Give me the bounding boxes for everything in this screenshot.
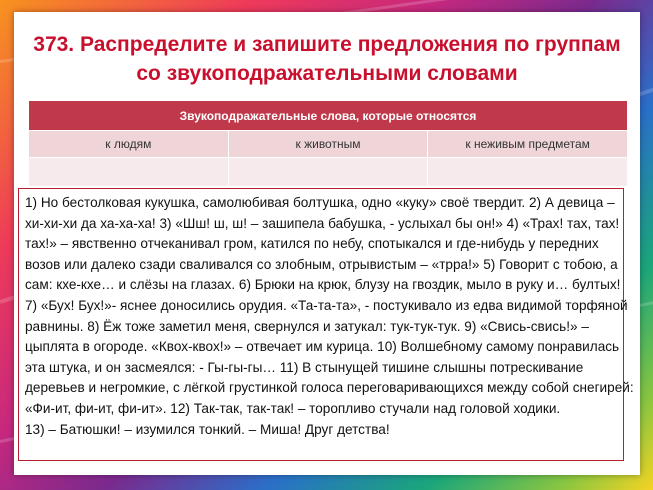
column-objects: к неживым предметам xyxy=(428,131,628,158)
grouping-table xyxy=(28,100,628,187)
text-line: 1) Но бестолковая кукушка, самолюбивая болтушка, одно «куку» своё твердит. 2) А девица – xyxy=(25,195,615,210)
text-line: хи-хи-хи да ха-ха-ха! 3) «Шш! ш, ш! – зашипела бабушка, - услыхал бы он!» 4) «Трах! тах, тах! xyxy=(25,215,620,231)
title-line-2: со звукоподражательными словами xyxy=(136,62,518,85)
text-line: деревьев и негромкие, с лёгкой грустинкой голоса переговаривающихся между собой снегирей: xyxy=(25,380,634,396)
title-line-1: 373. Распределите и запишите предложения по группам xyxy=(33,33,621,56)
text-line: равнины. 8) Ёж тоже заметил меня, свернулся и затукал: тук-тук-тук. 9) «Свись-свись!» – xyxy=(25,318,589,334)
text-line: 7) «Бух! Бух!»- яснее доносились орудия. «Та-та-та», - постукивало из едва видимой торфяной xyxy=(25,297,628,313)
answer-cell-animals[interactable] xyxy=(228,158,428,187)
table-header: Звукоподражательные слова, которые относятся xyxy=(29,101,628,131)
exercise-title xyxy=(14,30,640,88)
answer-cell-people[interactable] xyxy=(29,158,229,187)
text-line: сам: кхе-кхе… и слёзы на глазах. 6) Брюки на крюк, блузу на гвоздик, мыло в руку и… бултых! xyxy=(25,277,621,293)
answer-cell-objects[interactable] xyxy=(428,158,628,187)
text-line: тах!» – явственно отчеканивал гром, катился по небу, спотыкался и где-нибудь у передних xyxy=(25,236,599,252)
column-animals: к животным xyxy=(228,131,428,158)
text-line: цыплята в огороде. «Квох-квох!» – отвечает им курица. 10) Волшебному самому понравилась xyxy=(25,339,620,355)
column-people: к людям xyxy=(29,131,229,158)
text-line: «Фи-ит, фи-ит, фи-ит». 12) Так-так, так-так! – торопливо стучали над головой ходики. xyxy=(25,400,561,416)
text-line: 13) – Батюшки! – изумился тонкий. – Миша! Друг детства! xyxy=(25,421,390,437)
sentences-textbox xyxy=(18,188,634,461)
text-line: эта штука, и он засмеялся: - Гы-гы-гы… 11) В стынущей тишине слышны потрескивание xyxy=(25,359,584,375)
text-line: возов или далеко сзади сваливался со злобным, отрывистым – «трра!» 5) Говорит с тобою, а xyxy=(25,256,618,272)
